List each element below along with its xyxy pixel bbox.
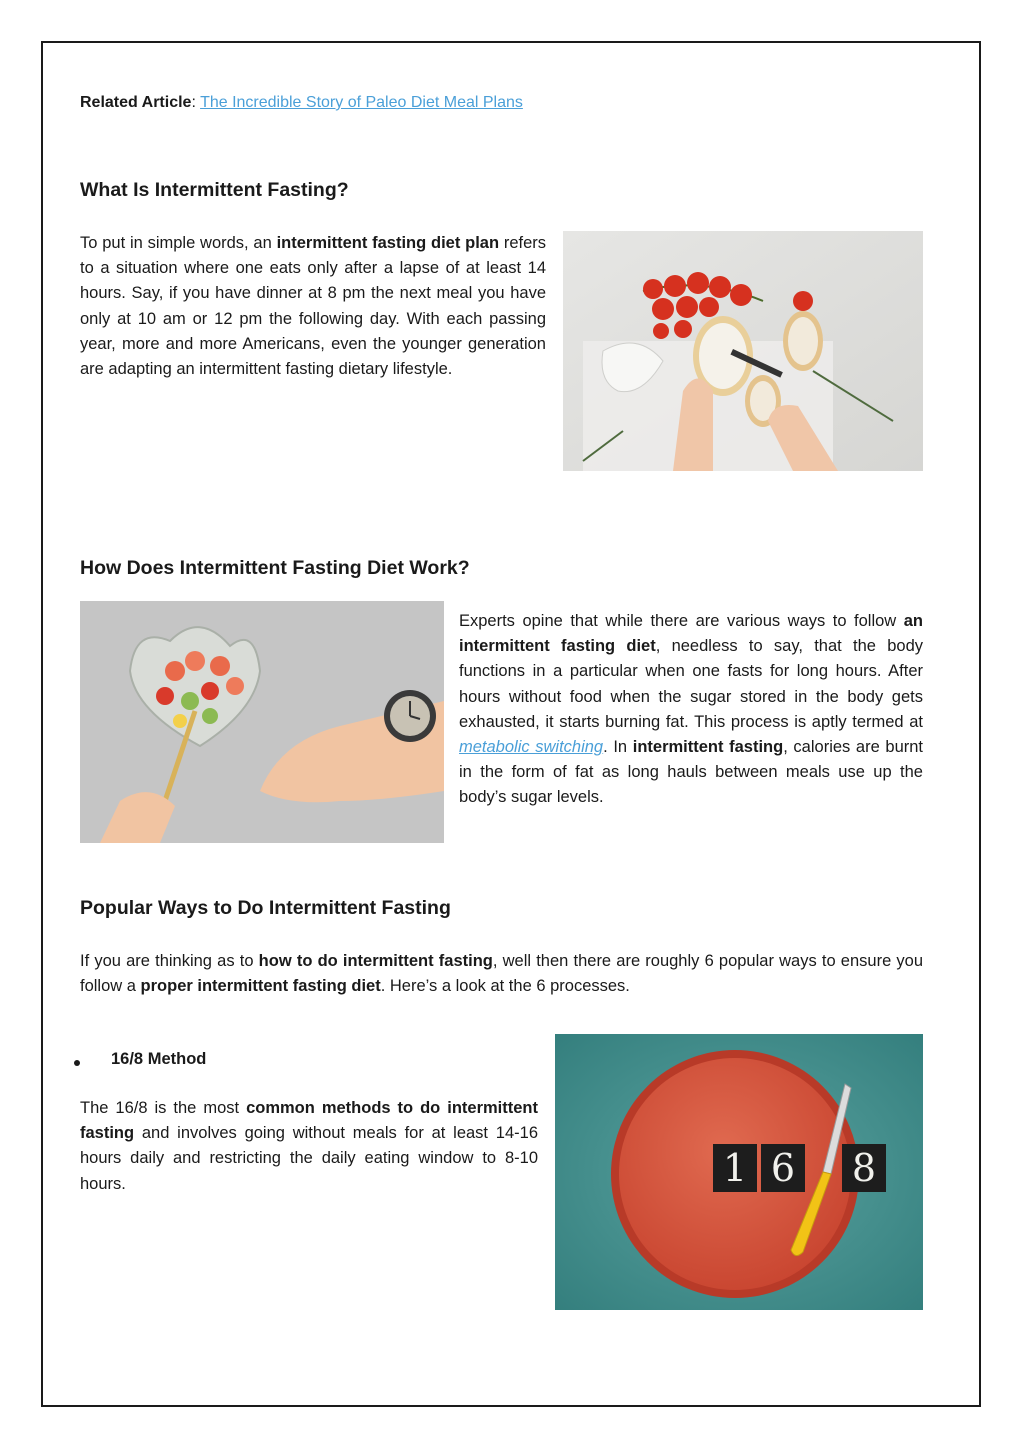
related-article-link[interactable]: The Incredible Story of Paleo Diet Meal Plans [200, 94, 523, 111]
paragraph-how-does [459, 609, 923, 811]
text-run: and involves going without meals for at least 14-16 hours daily and restricting the daily eating window to 8-10 hours. [80, 1124, 538, 1193]
knife-icon [555, 1034, 923, 1310]
text-run: , calories are burnt in the form of fat as long hauls between meals use up the body’s sugar levels. [459, 738, 924, 807]
bold-run: proper intermittent fasting diet [140, 977, 381, 996]
text-run: , well then there are roughly 6 popular ways to ensure you follow a [80, 952, 924, 996]
bold-run: how to do intermittent fasting [258, 952, 493, 970]
paragraph-16-8-method [80, 1096, 538, 1197]
digit-block-6: 6 [761, 1144, 805, 1192]
salad-watch-illustration [80, 601, 444, 843]
text-run: . In [603, 738, 633, 757]
plate-16-8-photo [555, 1034, 923, 1310]
section-heading-what-is: What Is Intermittent Fasting? [80, 179, 349, 201]
bold-run: common methods to do intermittent fasting [80, 1099, 538, 1143]
text-run: , needless to say, that the body functions in a particular when one fasts for long hours. After hours without food when the sugar stored in the body gets exhausted, it starts burning fat. This process is aptly termed at [459, 637, 923, 731]
paragraph-what-is [80, 231, 546, 382]
text-run: If you are thinking as to [80, 952, 259, 970]
salad-watch-photo [80, 601, 444, 843]
bold-run: intermittent fasting [632, 738, 784, 757]
metabolic-switching-link[interactable]: metabolic switching [459, 738, 604, 757]
toast-tomatoes-photo [563, 231, 923, 471]
text-run: . Here’s a look at the 6 processes. [380, 977, 630, 996]
bullet-16-8-method: 16/8 Method [111, 1050, 207, 1068]
paragraph-popular-ways [80, 949, 923, 999]
text-run: The 16/8 is the most [80, 1099, 247, 1117]
related-article-line [80, 94, 523, 112]
toast-tomatoes-illustration [563, 231, 923, 471]
bullet-icon [74, 1060, 80, 1066]
section-heading-popular-ways: Popular Ways to Do Intermittent Fasting [80, 897, 451, 919]
digit-block-8: 8 [842, 1144, 886, 1192]
bold-run: an intermittent fasting diet [459, 612, 923, 656]
bold-run: intermittent fasting diet plan [276, 234, 500, 252]
text-run: refers to a situation where one eats only after a lapse of at least 14 hours. Say, if you have dinner at 8 pm the next meal you have only at 10 am or 12 pm the following day. With each passing year, more and more Americans, even the younger generation are adapting an intermittent fasting dietary lifestyle. [80, 234, 547, 379]
digit-block-1: 1 [713, 1144, 757, 1192]
text-run: To put in simple words, an [80, 234, 277, 252]
related-separator: : [191, 94, 201, 111]
text-run: Experts opine that while there are various ways to follow [459, 612, 904, 630]
related-article-label: Related Article [80, 94, 192, 111]
section-heading-how-does: How Does Intermittent Fasting Diet Work? [80, 557, 470, 579]
